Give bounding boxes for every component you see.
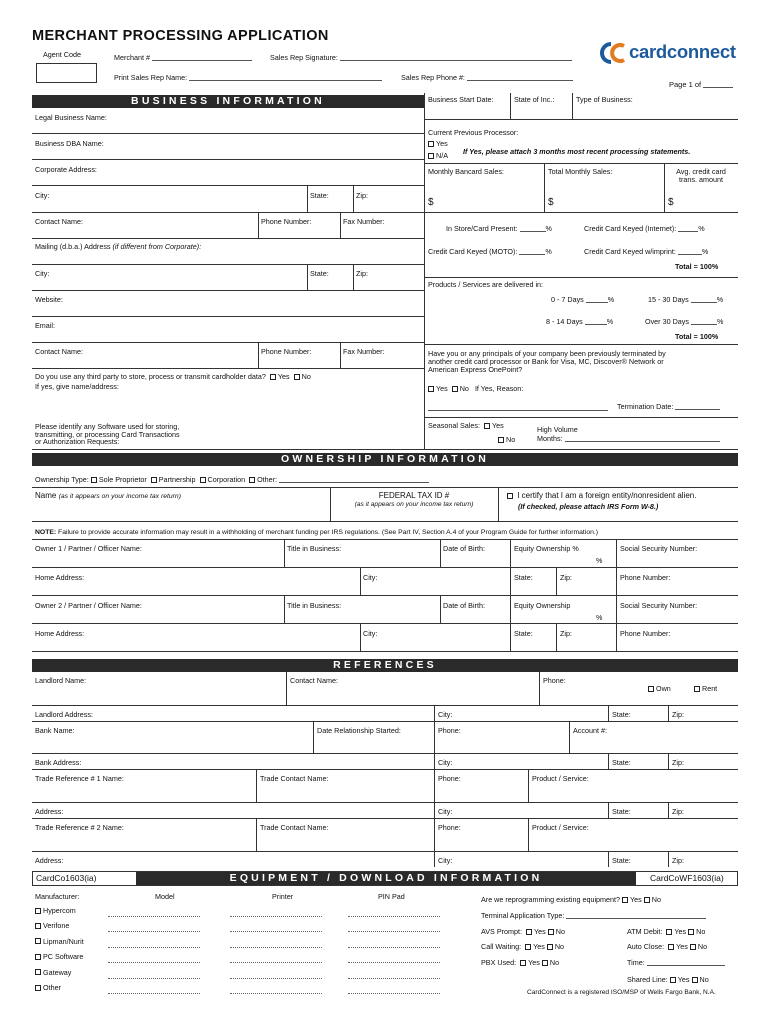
manufacturer-item <box>35 922 69 930</box>
atm-yes-checkbox[interactable] <box>666 929 672 935</box>
phone-number-label: Phone Number: <box>261 217 312 226</box>
landlord-city-label: City: <box>438 710 453 719</box>
pin-pad-label: PIN Pad <box>378 892 405 901</box>
owner2-name-label: Owner 2 / Partner / Officer Name: <box>35 601 142 610</box>
terminated-no-checkbox[interactable] <box>452 386 458 392</box>
other-checkbox[interactable] <box>249 477 255 483</box>
owner1-home-address-label: Home Address: <box>35 573 85 582</box>
corporation-checkbox[interactable] <box>200 477 206 483</box>
manufacturer-item <box>35 907 76 915</box>
pin-pad-field[interactable] <box>348 931 440 932</box>
pin-pad-field[interactable] <box>348 947 440 948</box>
model-field[interactable] <box>108 931 200 932</box>
manufacturer-name: PC Software <box>43 952 84 962</box>
bank-city-label: City: <box>438 758 453 767</box>
owner2-city-label: City: <box>363 629 378 638</box>
shared-line-no-checkbox[interactable] <box>692 977 698 983</box>
trade-ref1-zip-label: Zip: <box>672 807 684 816</box>
termination-date-label: Termination Date: <box>617 403 720 411</box>
zip-label: Zip: <box>356 191 368 200</box>
avs-prompt: AVS Prompt: Yes No <box>481 927 565 936</box>
trade-ref2-city-label: City: <box>438 856 453 865</box>
pbx-yes-checkbox[interactable] <box>520 960 526 966</box>
days-8-14-label: 8 - 14 Days % <box>546 317 614 326</box>
trade-ref1-product-label: Product / Service: <box>532 774 589 783</box>
atm-no-checkbox[interactable] <box>688 929 694 935</box>
reprogram-no-checkbox[interactable] <box>644 897 650 903</box>
landlord-address-label: Landlord Address: <box>35 710 93 719</box>
ownership-type: Ownership Type: Sole Proprietor Partnership Corporation Other: <box>35 476 429 484</box>
days-over-30-label: Over 30 Days % <box>645 317 724 326</box>
manufacturer-name: Verifone <box>43 921 70 931</box>
page-title: MERCHANT PROCESSING APPLICATION <box>32 28 329 44</box>
owner2-phone-label: Phone Number: <box>620 629 671 638</box>
business-info-bar: BUSINESS INFORMATION <box>32 95 424 108</box>
auto-close-no-checkbox[interactable] <box>690 944 696 950</box>
rep-phone-label: Sales Rep Phone #: <box>401 74 573 82</box>
footer-disclaimer: CardConnect is a registered ISO/MSP of Wells Fargo Bank, N.A. <box>527 989 716 996</box>
landlord-contact-label: Contact Name: <box>290 676 338 685</box>
mailing-zip-label: Zip: <box>356 269 368 278</box>
form-code-left: CardCo1603(ia) <box>36 873 97 883</box>
third-party-question: Do you use any third party to store, process or transmit cardholder data? Yes No <box>35 372 311 381</box>
merchant-number-label: Merchant # <box>114 54 252 62</box>
days-15-30-label: 15 - 30 Days % <box>648 295 724 304</box>
processor-yes-checkbox[interactable] <box>428 141 434 147</box>
manufacturer-checkbox[interactable] <box>35 969 41 975</box>
sales-rep-signature-label: Sales Rep Signature: <box>270 54 572 62</box>
owner1-phone-label: Phone Number: <box>620 573 671 582</box>
call-waiting: Call Waiting: Yes No <box>481 942 565 951</box>
trade-ref1-contact-label: Trade Contact Name: <box>260 774 329 783</box>
delivered-total-100-label: Total = 100% <box>675 332 719 341</box>
mailing-address-label: Mailing (d.b.a.) Address (if different from Corporate): <box>35 242 202 251</box>
owner1-state-label: State: <box>514 573 533 582</box>
total-monthly-label: Total Monthly Sales: <box>548 167 613 176</box>
bank-state-label: State: <box>612 758 631 767</box>
printer-field[interactable] <box>230 993 322 994</box>
name-label: Name (as it appears on your income tax return) <box>35 491 181 500</box>
owner1-equity-label: Equity Ownership % <box>514 544 579 553</box>
mailing-state-label: State: <box>310 269 329 278</box>
trade-ref1-label: Trade Reference # 1 Name: <box>35 774 124 783</box>
pin-pad-field[interactable] <box>348 978 440 979</box>
sole-proprietor-checkbox[interactable] <box>91 477 97 483</box>
website-label: Website: <box>35 295 63 304</box>
manufacturer-checkbox[interactable] <box>35 908 41 914</box>
processor-yes: Yes <box>428 140 448 148</box>
printer-field[interactable] <box>230 978 322 979</box>
owner2-equity-label: Equity Ownership <box>514 601 571 610</box>
shared-line: Shared Line: Yes No <box>627 975 709 984</box>
owner2-zip-label: Zip: <box>560 629 572 638</box>
owner2-equity-pct: % <box>596 613 603 622</box>
software-question: Please identify any Software used for storing, transmitting, or processing Card Transactions or Authorization Requests: <box>35 422 180 447</box>
manufacturer-checkbox[interactable] <box>35 923 41 929</box>
model-label: Model <box>155 892 175 901</box>
bank-name-label: Bank Name: <box>35 726 75 735</box>
delivered-label: Products / Services are delivered in: <box>428 280 544 289</box>
page-of-label: Page 1 of <box>669 81 733 90</box>
trade-ref2-phone-label: Phone: <box>438 823 461 832</box>
call-waiting-no-checkbox[interactable] <box>547 944 553 950</box>
owner1-zip-label: Zip: <box>560 573 572 582</box>
equipment-bar: EQUIPMENT / DOWNLOAD INFORMATION <box>136 872 636 885</box>
print-rep-name-label: Print Sales Rep Name: <box>114 74 382 82</box>
rent-option: Rent <box>694 685 717 693</box>
manufacturer-name: Hypercom <box>43 906 76 915</box>
owner2-title-label: Title in Business: <box>287 601 342 610</box>
form-code-right: CardCoWF1603(ia) <box>650 873 724 883</box>
model-field[interactable] <box>108 947 200 948</box>
bank-zip-label: Zip: <box>672 758 684 767</box>
manufacturer-item <box>35 953 83 961</box>
days-0-7-label: 0 - 7 Days % <box>551 295 615 304</box>
contact-name-label: Contact Name: <box>35 217 83 226</box>
trade-ref2-contact-label: Trade Contact Name: <box>260 823 329 832</box>
printer-label: Printer <box>272 892 294 901</box>
fax-number-2-label: Fax Number: <box>343 347 385 356</box>
current-processor-label: Current Previous Processor: <box>428 128 519 137</box>
printer-field[interactable] <box>230 931 322 932</box>
printer-field[interactable] <box>230 947 322 948</box>
monthly-bancard-label: Monthly Bancard Sales: <box>428 167 504 176</box>
owner2-dob-label: Date of Birth: <box>443 601 485 610</box>
third-party-no-checkbox[interactable] <box>294 374 300 380</box>
model-field[interactable] <box>108 978 200 979</box>
fax-number-label: Fax Number: <box>343 217 385 226</box>
printer-field[interactable] <box>230 962 322 963</box>
owner2-state-label: State: <box>514 629 533 638</box>
landlord-phone-label: Phone: <box>543 676 566 685</box>
manufacturer-item <box>35 969 71 977</box>
rent-checkbox[interactable] <box>694 686 700 692</box>
keyed-internet-label: Credit Card Keyed (Internet): % <box>584 224 705 233</box>
business-start-date-label: Business Start Date: <box>428 95 494 104</box>
trade-ref2-product-label: Product / Service: <box>532 823 589 832</box>
owner1-equity-pct: % <box>596 556 603 565</box>
manufacturer-checkbox[interactable] <box>35 954 41 960</box>
federal-tax-id-label: FEDERAL TAX ID # <box>378 491 450 500</box>
state-of-inc-label: State of Inc.: <box>514 95 555 104</box>
agent-code-field[interactable] <box>36 63 97 83</box>
owner2-home-address-label: Home Address: <box>35 629 85 638</box>
termination-reason-line <box>428 404 608 412</box>
owner1-dob-label: Date of Birth: <box>443 544 485 553</box>
trade-ref1-address-label: Address: <box>35 807 64 816</box>
attach-statements-note: If Yes, please attach 3 months most recent processing statements. <box>463 147 691 156</box>
landlord-zip-label: Zip: <box>672 710 684 719</box>
own-checkbox[interactable] <box>648 686 654 692</box>
foreign-entity-checkbox[interactable] <box>507 493 513 499</box>
printer-field[interactable] <box>230 916 322 917</box>
email-label: Email: <box>35 321 55 330</box>
avs-no-checkbox[interactable] <box>548 929 554 935</box>
foreign-entity-label: I certify that I am a foreign entity/nonresident alien. <box>507 491 696 500</box>
model-field[interactable] <box>108 916 200 917</box>
pin-pad-field[interactable] <box>348 962 440 963</box>
total-monthly-dollar: $ <box>548 197 554 208</box>
model-field[interactable] <box>108 962 200 963</box>
time-label: Time: <box>627 959 725 967</box>
manufacturer-item <box>35 984 61 992</box>
terminated-answers: Yes No If Yes, Reason: <box>428 385 523 393</box>
state-label: State: <box>310 191 329 200</box>
store-present-label: In Store/Card Present: % <box>446 224 552 233</box>
trade-ref2-label: Trade Reference # 2 Name: <box>35 823 124 832</box>
irs-note: NOTE: Failure to provide accurate information may result in a withholding of merchant funding per IRS regulations. (See Part IV, Section A.4 of your Program Guide for further information.) <box>35 529 599 536</box>
bank-phone-label: Phone: <box>438 726 461 735</box>
processor-na: N/A <box>428 152 448 160</box>
manufacturer-name: Gateway <box>43 967 72 977</box>
trade-ref1-state-label: State: <box>612 807 631 816</box>
seasonal-no: No <box>498 436 515 444</box>
type-of-business-label: Type of Business: <box>576 95 633 104</box>
own-option: Own <box>648 685 671 693</box>
legal-business-name-label: Legal Business Name: <box>35 113 107 122</box>
landlord-state-label: State: <box>612 710 631 719</box>
terminal-type-label: Terminal Application Type: <box>481 912 706 920</box>
trade-ref2-state-label: State: <box>612 856 631 865</box>
monthly-bancard-dollar: $ <box>428 197 434 208</box>
terminated-question: Have you or any principals of your company been previously terminated by another credit card processor or Bank for Visa, MC, Discover® Network or American Express OnePoint? <box>428 349 666 374</box>
city-label: City: <box>35 191 50 200</box>
auto-close: Auto Close: Yes No <box>627 942 708 951</box>
logo-text: cardconnect <box>629 41 736 62</box>
owner1-city-label: City: <box>363 573 378 582</box>
avg-ticket-label: Avg. credit card trans. amount <box>676 167 726 185</box>
landlord-name-label: Landlord Name: <box>35 676 87 685</box>
keyed-moto-label: Credit Card Keyed (MOTO): % <box>428 247 552 256</box>
seasonal-yes-checkbox[interactable] <box>484 423 490 429</box>
call-waiting-yes-checkbox[interactable] <box>525 944 531 950</box>
ownership-info-bar: OWNERSHIP INFORMATION <box>32 453 738 466</box>
bank-address-label: Bank Address: <box>35 758 82 767</box>
contact-name-2-label: Contact Name: <box>35 347 83 356</box>
terminated-yes-checkbox[interactable] <box>428 386 434 392</box>
manufacturer-item <box>35 938 84 946</box>
partnership-checkbox[interactable] <box>151 477 157 483</box>
trade-ref2-address-label: Address: <box>35 856 64 865</box>
avs-yes-checkbox[interactable] <box>526 929 532 935</box>
pin-pad-field[interactable] <box>348 993 440 994</box>
manufacturer-checkbox[interactable] <box>35 938 41 944</box>
keyed-imprint-label: Credit Card Keyed w/imprint: % <box>584 247 709 256</box>
processor-na-checkbox[interactable] <box>428 153 434 159</box>
reprogram-yes-checkbox[interactable] <box>622 897 628 903</box>
shared-line-yes-checkbox[interactable] <box>670 977 676 983</box>
manufacturer-name: Lipman/Nurit <box>43 936 84 946</box>
third-party-name-label: If yes, give name/address: <box>35 382 119 391</box>
manufacturer-label: Manufacturer: <box>35 892 80 901</box>
dba-name-label: Business DBA Name: <box>35 139 104 148</box>
atm-debit: ATM Debit: Yes No <box>627 927 706 936</box>
owner1-title-label: Title in Business: <box>287 544 342 553</box>
pin-pad-field[interactable] <box>348 916 440 917</box>
manufacturer-checkbox[interactable] <box>35 985 41 991</box>
third-party-yes-checkbox[interactable] <box>270 374 276 380</box>
owner2-ssn-label: Social Security Number: <box>620 601 698 610</box>
foreign-entity-note: (If checked, please attach IRS Form W-8.) <box>518 502 659 511</box>
seasonal-sales-label: Seasonal Sales: Yes <box>428 421 504 430</box>
trade-ref2-zip-label: Zip: <box>672 856 684 865</box>
agent-code-label: Agent Code <box>43 50 81 59</box>
federal-tax-id-note: (as it appears on your income tax return) <box>354 501 474 508</box>
trade-ref1-phone-label: Phone: <box>438 774 461 783</box>
references-bar: REFERENCES <box>32 659 738 672</box>
mailing-city-label: City: <box>35 269 50 278</box>
model-field[interactable] <box>108 993 200 994</box>
seasonal-no-checkbox[interactable] <box>498 437 504 443</box>
pbx-used: PBX Used: Yes No <box>481 958 560 967</box>
account-number-label: Account #: <box>573 726 607 735</box>
cardconnect-logo <box>598 40 736 68</box>
owner1-name-label: Owner 1 / Partner / Officer Name: <box>35 544 142 553</box>
date-relationship-label: Date Relationship Started: <box>317 726 401 735</box>
phone-number-2-label: Phone Number: <box>261 347 312 356</box>
high-volume-label: High Volume Months: <box>537 426 720 443</box>
avg-ticket-dollar: $ <box>668 197 674 208</box>
auto-close-yes-checkbox[interactable] <box>668 944 674 950</box>
owner1-ssn-label: Social Security Number: <box>620 544 698 553</box>
total-100-label: Total = 100% <box>675 262 719 271</box>
corporate-address-label: Corporate Address: <box>35 165 97 174</box>
manufacturer-name: Other <box>43 983 61 992</box>
reprogram-question: Are we reprogramming existing equipment? Yes No <box>481 895 661 904</box>
pbx-no-checkbox[interactable] <box>542 960 548 966</box>
trade-ref1-city-label: City: <box>438 807 453 816</box>
